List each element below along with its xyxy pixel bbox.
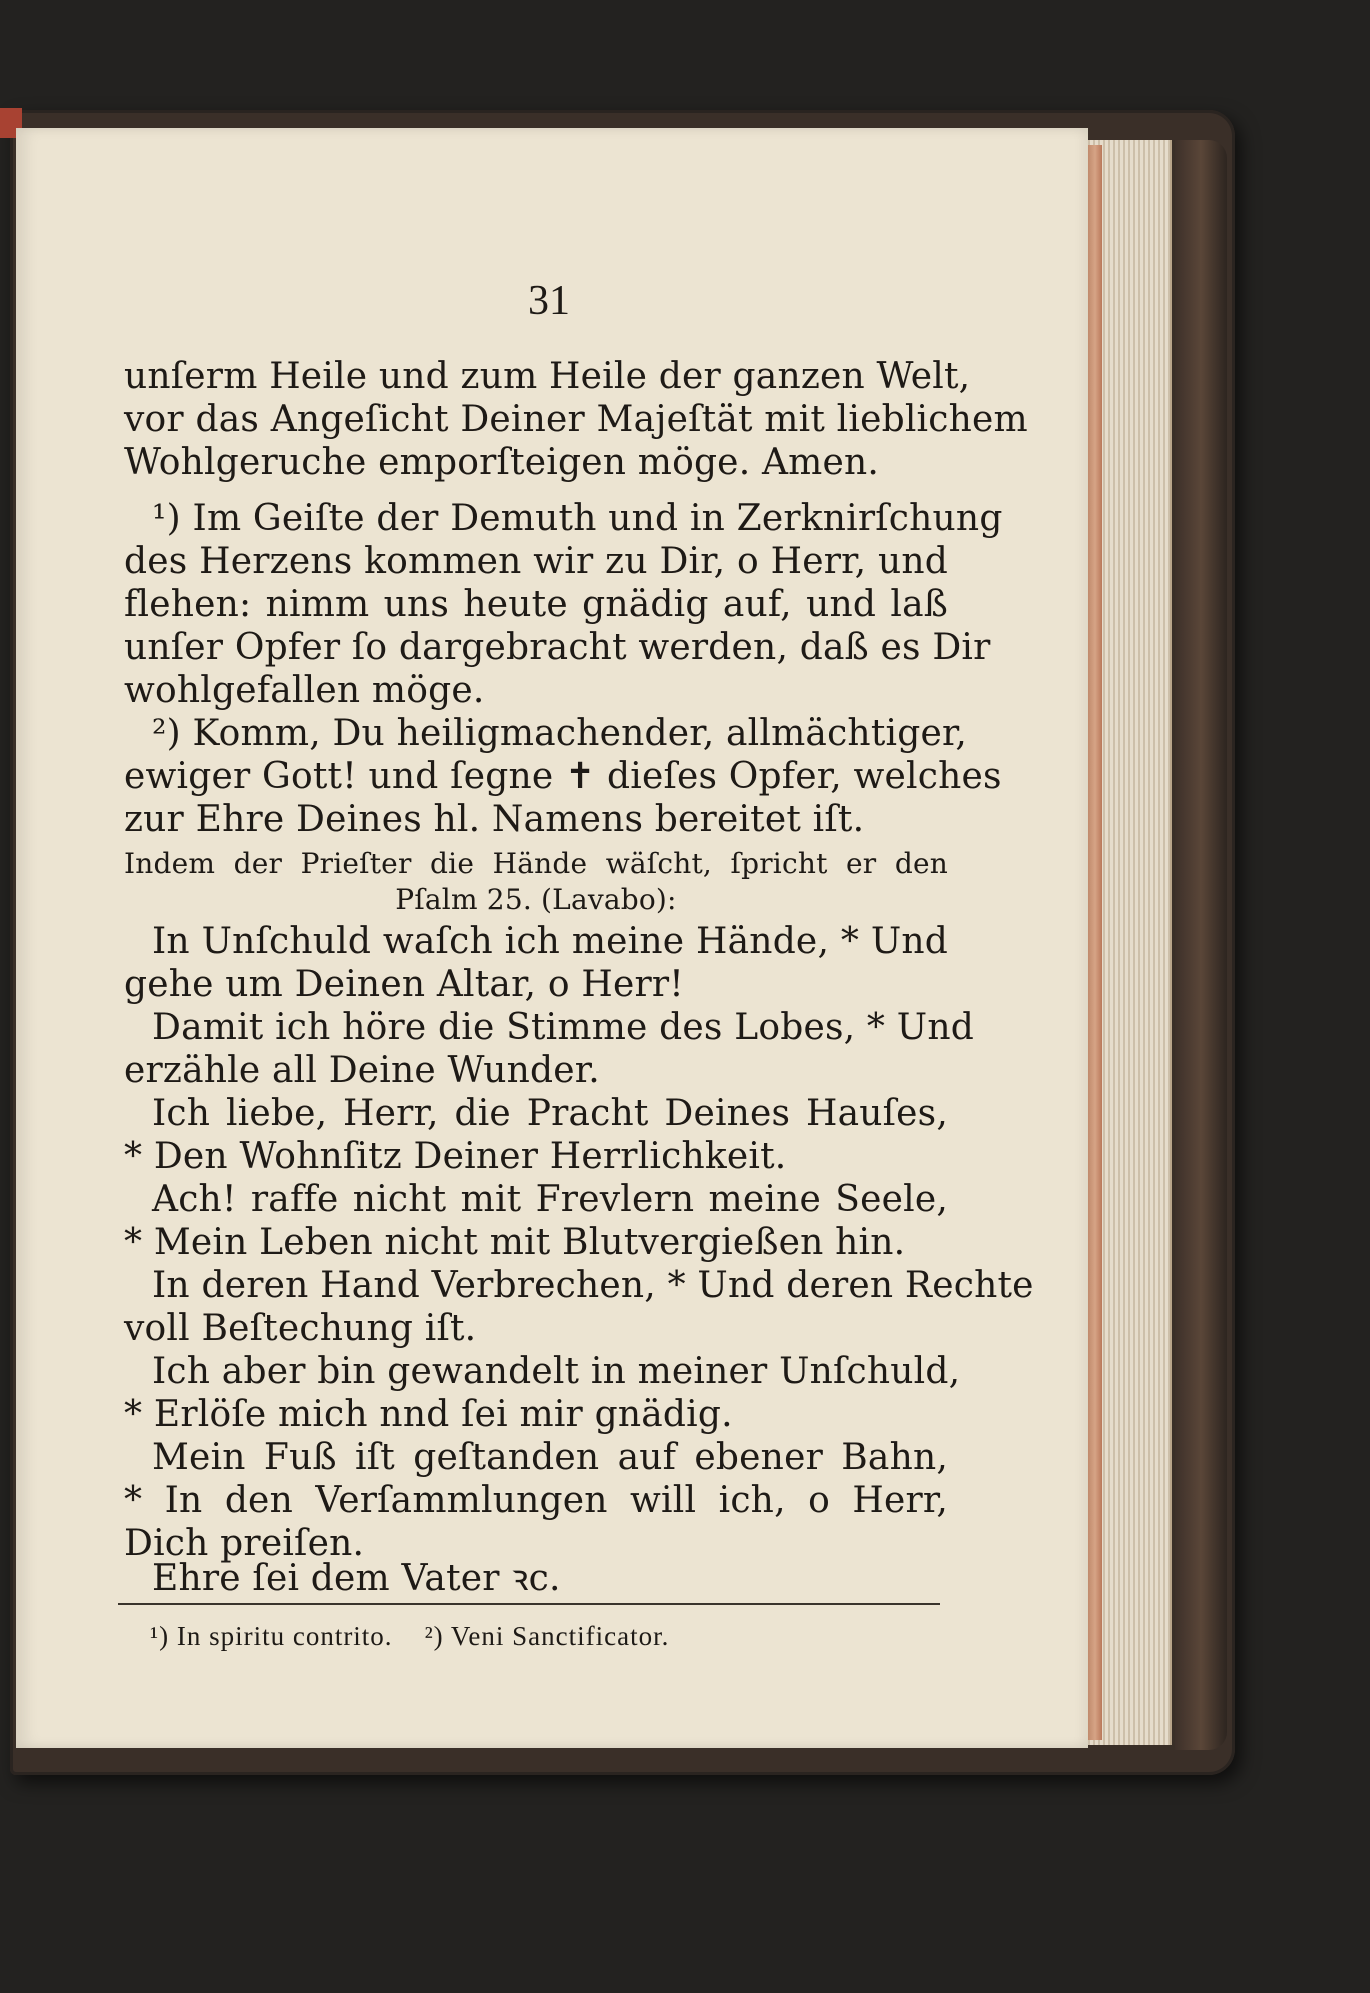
psalm-verse: Ich aber bin gewandelt in meiner Unſchuld,: [152, 1351, 961, 1392]
text-line: unſerm Heile und zum Heile der ganzen Welt,: [124, 356, 971, 397]
psalm-verse: * In den Verſammlungen will ich, o Herr,: [124, 1480, 948, 1521]
text-line: Wohlgeruche emporſteigen möge. Amen.: [124, 442, 880, 483]
rubric-line: Indem der Prieſter die Hände wäſcht, ſpricht er den: [124, 847, 948, 880]
psalm-verse: Dich preiſen.: [124, 1523, 365, 1564]
text-line: wohlgefallen möge.: [124, 670, 485, 711]
psalm-verse: erzähle all Deine Wunder.: [124, 1050, 600, 1091]
doxology-line: Ehre ſei dem Vater ꝛc.: [152, 1558, 561, 1599]
psalm-verse: * Den Wohnſitz Deiner Herrlichkeit.: [124, 1136, 787, 1177]
psalm-verse: In deren Hand Verbrechen, * Und deren Rechte: [152, 1265, 1034, 1306]
footnote-2: ²) Veni Sanctificator.: [424, 1621, 670, 1651]
text-line: flehen: nimm uns heute gnädig auf, und laß: [124, 584, 948, 625]
psalm-verse: gehe um Deinen Altar, o Herr!: [124, 964, 684, 1005]
text-line: ²) Komm, Du heiligmachender, allmächtiger,: [152, 713, 968, 754]
text-line: unſer Opfer ſo dargebracht werden, daß es Dir: [124, 627, 991, 668]
psalm-verse: voll Beſtechung iſt.: [124, 1308, 477, 1349]
psalm-verse: Damit ich höre die Stimme des Lobes, * Und: [152, 1007, 974, 1048]
text-line: ewiger Gott! und ſegne ✝ dieſes Opfer, welches: [124, 756, 1002, 797]
footnote-1: ¹) In spiritu contrito.: [150, 1621, 393, 1651]
page-number: 31: [528, 278, 570, 324]
footnotes: [150, 1618, 669, 1654]
text-line: vor das Angeſicht Deiner Majeſtät mit lieblichem: [124, 399, 1028, 440]
psalm-verse: Ich liebe, Herr, die Pracht Deines Hauſes,: [152, 1093, 948, 1134]
psalm-verse: * Mein Leben nicht mit Blutvergießen hin.: [124, 1222, 906, 1263]
text-line: des Herzens kommen wir zu Dir, o Herr, und: [124, 541, 948, 582]
rubric-line: Pſalm 25. (Lavabo):: [395, 883, 677, 916]
psalm-verse: Mein Fuß iſt geſtanden auf ebener Bahn,: [152, 1437, 948, 1478]
footnote-rule: [118, 1603, 940, 1605]
psalm-verse: In Unſchuld waſch ich meine Hände, * Und: [152, 921, 948, 962]
text-line: zur Ehre Deines hl. Namens bereitet iſt.: [124, 799, 865, 840]
text-line: ¹) Im Geiſte der Demuth und in Zerknirſchung: [152, 498, 1003, 539]
psalm-verse: Ach! raffe nicht mit Frevlern meine Seele,: [152, 1179, 948, 1220]
psalm-verse: * Erlöſe mich nnd ſei mir gnädig.: [124, 1394, 733, 1435]
